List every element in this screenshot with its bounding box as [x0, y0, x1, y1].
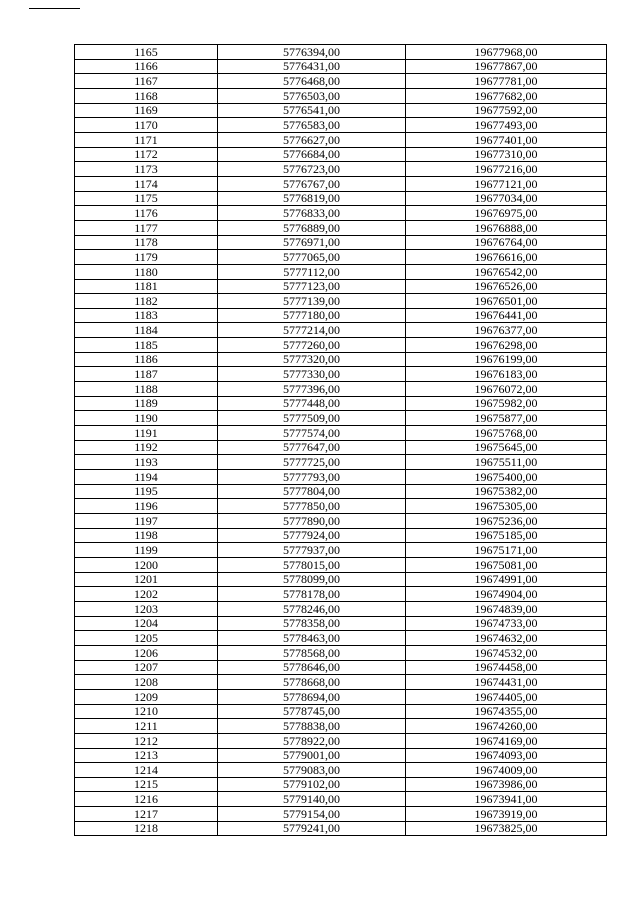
table-row — [75, 396, 607, 411]
y-coordinate-cell: 19674532,00 — [406, 645, 607, 660]
y-coordinate-cell: 19675982,00 — [406, 396, 607, 411]
y-coordinate-cell: 19675171,00 — [406, 543, 607, 558]
x-coordinate-cell: 5778646,00 — [218, 660, 406, 675]
point-number-cell: 1183 — [75, 308, 218, 323]
y-coordinate-cell: 19677781,00 — [406, 74, 607, 89]
x-coordinate-cell: 5776819,00 — [218, 191, 406, 206]
table-row — [75, 162, 607, 177]
y-coordinate-cell: 19674458,00 — [406, 660, 607, 675]
point-number-cell: 1206 — [75, 645, 218, 660]
x-coordinate-cell: 5779241,00 — [218, 821, 406, 836]
y-coordinate-cell: 19676975,00 — [406, 206, 607, 221]
table-row — [75, 601, 607, 616]
x-coordinate-cell: 5777448,00 — [218, 396, 406, 411]
table-row — [75, 543, 607, 558]
x-coordinate-cell: 5776394,00 — [218, 45, 406, 60]
table-row — [75, 88, 607, 103]
table-row — [75, 792, 607, 807]
x-coordinate-cell: 5779154,00 — [218, 807, 406, 822]
x-coordinate-cell: 5776541,00 — [218, 103, 406, 118]
point-number-cell: 1211 — [75, 719, 218, 734]
table-row — [75, 587, 607, 602]
point-number-cell: 1188 — [75, 382, 218, 397]
point-number-cell: 1215 — [75, 777, 218, 792]
x-coordinate-cell: 5776767,00 — [218, 176, 406, 191]
x-coordinate-cell: 5777320,00 — [218, 352, 406, 367]
y-coordinate-cell: 19676542,00 — [406, 264, 607, 279]
y-coordinate-cell: 19673941,00 — [406, 792, 607, 807]
x-coordinate-cell: 5776627,00 — [218, 132, 406, 147]
y-coordinate-cell: 19675382,00 — [406, 484, 607, 499]
y-coordinate-cell: 19675645,00 — [406, 440, 607, 455]
table-row — [75, 689, 607, 704]
x-coordinate-cell: 5777804,00 — [218, 484, 406, 499]
y-coordinate-cell: 19674991,00 — [406, 572, 607, 587]
y-coordinate-cell: 19673825,00 — [406, 821, 607, 836]
header-rule — [29, 8, 80, 9]
x-coordinate-cell: 5778463,00 — [218, 631, 406, 646]
y-coordinate-cell: 19675185,00 — [406, 528, 607, 543]
y-coordinate-cell: 19674169,00 — [406, 733, 607, 748]
y-coordinate-cell: 19676183,00 — [406, 367, 607, 382]
point-number-cell: 1217 — [75, 807, 218, 822]
y-coordinate-cell: 19676199,00 — [406, 352, 607, 367]
table-row — [75, 631, 607, 646]
point-number-cell: 1172 — [75, 147, 218, 162]
point-number-cell: 1181 — [75, 279, 218, 294]
point-number-cell: 1207 — [75, 660, 218, 675]
point-number-cell: 1192 — [75, 440, 218, 455]
table-row — [75, 470, 607, 485]
y-coordinate-cell: 19677216,00 — [406, 162, 607, 177]
y-coordinate-cell: 19676072,00 — [406, 382, 607, 397]
point-number-cell: 1191 — [75, 426, 218, 441]
x-coordinate-cell: 5776503,00 — [218, 88, 406, 103]
y-coordinate-cell: 19677867,00 — [406, 59, 607, 74]
table-row — [75, 235, 607, 250]
point-number-cell: 1212 — [75, 733, 218, 748]
point-number-cell: 1173 — [75, 162, 218, 177]
table-row — [75, 323, 607, 338]
y-coordinate-cell: 19674093,00 — [406, 748, 607, 763]
x-coordinate-cell: 5778694,00 — [218, 689, 406, 704]
point-number-cell: 1184 — [75, 323, 218, 338]
x-coordinate-cell: 5778838,00 — [218, 719, 406, 734]
point-number-cell: 1216 — [75, 792, 218, 807]
x-coordinate-cell: 5776684,00 — [218, 147, 406, 162]
y-coordinate-cell: 19677682,00 — [406, 88, 607, 103]
table-row — [75, 74, 607, 89]
point-number-cell: 1167 — [75, 74, 218, 89]
x-coordinate-cell: 5777214,00 — [218, 323, 406, 338]
point-number-cell: 1178 — [75, 235, 218, 250]
table-row — [75, 338, 607, 353]
x-coordinate-cell: 5778568,00 — [218, 645, 406, 660]
point-number-cell: 1203 — [75, 601, 218, 616]
point-number-cell: 1169 — [75, 103, 218, 118]
y-coordinate-cell: 19675877,00 — [406, 411, 607, 426]
point-number-cell: 1194 — [75, 470, 218, 485]
y-coordinate-cell: 19675400,00 — [406, 470, 607, 485]
table-row — [75, 616, 607, 631]
x-coordinate-cell: 5779001,00 — [218, 748, 406, 763]
x-coordinate-cell: 5777850,00 — [218, 499, 406, 514]
x-coordinate-cell: 5777139,00 — [218, 294, 406, 309]
x-coordinate-cell: 5778246,00 — [218, 601, 406, 616]
x-coordinate-cell: 5777890,00 — [218, 514, 406, 529]
table-row — [75, 807, 607, 822]
table-row — [75, 352, 607, 367]
point-number-cell: 1201 — [75, 572, 218, 587]
point-number-cell: 1170 — [75, 118, 218, 133]
x-coordinate-cell: 5777937,00 — [218, 543, 406, 558]
y-coordinate-cell: 19674632,00 — [406, 631, 607, 646]
x-coordinate-cell: 5777793,00 — [218, 470, 406, 485]
table-row — [75, 528, 607, 543]
point-number-cell: 1179 — [75, 250, 218, 265]
x-coordinate-cell: 5779140,00 — [218, 792, 406, 807]
y-coordinate-cell: 19677592,00 — [406, 103, 607, 118]
y-coordinate-cell: 19674733,00 — [406, 616, 607, 631]
point-number-cell: 1213 — [75, 748, 218, 763]
point-number-cell: 1205 — [75, 631, 218, 646]
point-number-cell: 1198 — [75, 528, 218, 543]
table-row — [75, 176, 607, 191]
x-coordinate-cell: 5776971,00 — [218, 235, 406, 250]
y-coordinate-cell: 19677121,00 — [406, 176, 607, 191]
point-number-cell: 1182 — [75, 294, 218, 309]
table-row — [75, 572, 607, 587]
point-number-cell: 1180 — [75, 264, 218, 279]
table-row — [75, 704, 607, 719]
x-coordinate-cell: 5776583,00 — [218, 118, 406, 133]
point-number-cell: 1171 — [75, 132, 218, 147]
table-row — [75, 220, 607, 235]
x-coordinate-cell: 5778099,00 — [218, 572, 406, 587]
table-row — [75, 45, 607, 60]
x-coordinate-cell: 5779102,00 — [218, 777, 406, 792]
table-row — [75, 748, 607, 763]
table-row — [75, 499, 607, 514]
table-row — [75, 132, 607, 147]
y-coordinate-cell: 19675236,00 — [406, 514, 607, 529]
x-coordinate-cell: 5778015,00 — [218, 557, 406, 572]
x-coordinate-cell: 5777065,00 — [218, 250, 406, 265]
table-row — [75, 426, 607, 441]
x-coordinate-cell: 5779083,00 — [218, 763, 406, 778]
table-row — [75, 821, 607, 836]
table-row — [75, 118, 607, 133]
table-row — [75, 367, 607, 382]
point-number-cell: 1176 — [75, 206, 218, 221]
y-coordinate-cell: 19676526,00 — [406, 279, 607, 294]
table-body — [75, 45, 607, 836]
y-coordinate-cell: 19675768,00 — [406, 426, 607, 441]
table-row — [75, 308, 607, 323]
point-number-cell: 1165 — [75, 45, 218, 60]
point-number-cell: 1196 — [75, 499, 218, 514]
point-number-cell: 1174 — [75, 176, 218, 191]
y-coordinate-cell: 19676298,00 — [406, 338, 607, 353]
y-coordinate-cell: 19677034,00 — [406, 191, 607, 206]
point-number-cell: 1202 — [75, 587, 218, 602]
x-coordinate-cell: 5777260,00 — [218, 338, 406, 353]
x-coordinate-cell: 5778668,00 — [218, 675, 406, 690]
x-coordinate-cell: 5776431,00 — [218, 59, 406, 74]
x-coordinate-cell: 5776833,00 — [218, 206, 406, 221]
table-row — [75, 484, 607, 499]
table-row — [75, 147, 607, 162]
y-coordinate-cell: 19677968,00 — [406, 45, 607, 60]
table-row — [75, 264, 607, 279]
point-number-cell: 1218 — [75, 821, 218, 836]
y-coordinate-cell: 19673919,00 — [406, 807, 607, 822]
x-coordinate-cell: 5777330,00 — [218, 367, 406, 382]
table-row — [75, 733, 607, 748]
table-row — [75, 763, 607, 778]
y-coordinate-cell: 19677310,00 — [406, 147, 607, 162]
table-row — [75, 294, 607, 309]
table-row — [75, 191, 607, 206]
point-number-cell: 1189 — [75, 396, 218, 411]
x-coordinate-cell: 5778178,00 — [218, 587, 406, 602]
y-coordinate-cell: 19675305,00 — [406, 499, 607, 514]
table-row — [75, 411, 607, 426]
table-row — [75, 557, 607, 572]
point-number-cell: 1210 — [75, 704, 218, 719]
y-coordinate-cell: 19674260,00 — [406, 719, 607, 734]
y-coordinate-cell: 19677493,00 — [406, 118, 607, 133]
table-row — [75, 440, 607, 455]
point-number-cell: 1166 — [75, 59, 218, 74]
table-row — [75, 206, 607, 221]
y-coordinate-cell: 19676616,00 — [406, 250, 607, 265]
x-coordinate-cell: 5777509,00 — [218, 411, 406, 426]
point-number-cell: 1185 — [75, 338, 218, 353]
coordinates-table — [74, 44, 607, 836]
x-coordinate-cell: 5777647,00 — [218, 440, 406, 455]
point-number-cell: 1177 — [75, 220, 218, 235]
point-number-cell: 1197 — [75, 514, 218, 529]
point-number-cell: 1208 — [75, 675, 218, 690]
point-number-cell: 1190 — [75, 411, 218, 426]
y-coordinate-cell: 19674904,00 — [406, 587, 607, 602]
point-number-cell: 1175 — [75, 191, 218, 206]
table-row — [75, 455, 607, 470]
table-row — [75, 103, 607, 118]
x-coordinate-cell: 5778745,00 — [218, 704, 406, 719]
point-number-cell: 1200 — [75, 557, 218, 572]
y-coordinate-cell: 19674009,00 — [406, 763, 607, 778]
y-coordinate-cell: 19676764,00 — [406, 235, 607, 250]
x-coordinate-cell: 5777574,00 — [218, 426, 406, 441]
point-number-cell: 1199 — [75, 543, 218, 558]
y-coordinate-cell: 19676441,00 — [406, 308, 607, 323]
x-coordinate-cell: 5777180,00 — [218, 308, 406, 323]
y-coordinate-cell: 19674431,00 — [406, 675, 607, 690]
x-coordinate-cell: 5777112,00 — [218, 264, 406, 279]
y-coordinate-cell: 19674839,00 — [406, 601, 607, 616]
x-coordinate-cell: 5778358,00 — [218, 616, 406, 631]
x-coordinate-cell: 5777123,00 — [218, 279, 406, 294]
x-coordinate-cell: 5778922,00 — [218, 733, 406, 748]
y-coordinate-cell: 19677401,00 — [406, 132, 607, 147]
table-row — [75, 645, 607, 660]
point-number-cell: 1195 — [75, 484, 218, 499]
point-number-cell: 1186 — [75, 352, 218, 367]
y-coordinate-cell: 19676501,00 — [406, 294, 607, 309]
table-row — [75, 279, 607, 294]
table-row — [75, 514, 607, 529]
table-row — [75, 250, 607, 265]
table-row — [75, 59, 607, 74]
x-coordinate-cell: 5776889,00 — [218, 220, 406, 235]
y-coordinate-cell: 19676888,00 — [406, 220, 607, 235]
y-coordinate-cell: 19675511,00 — [406, 455, 607, 470]
point-number-cell: 1204 — [75, 616, 218, 631]
point-number-cell: 1209 — [75, 689, 218, 704]
y-coordinate-cell: 19674355,00 — [406, 704, 607, 719]
point-number-cell: 1193 — [75, 455, 218, 470]
y-coordinate-cell: 19676377,00 — [406, 323, 607, 338]
point-number-cell: 1168 — [75, 88, 218, 103]
y-coordinate-cell: 19675081,00 — [406, 557, 607, 572]
y-coordinate-cell: 19674405,00 — [406, 689, 607, 704]
table-row — [75, 777, 607, 792]
table-row — [75, 382, 607, 397]
x-coordinate-cell: 5777396,00 — [218, 382, 406, 397]
point-number-cell: 1187 — [75, 367, 218, 382]
table-row — [75, 675, 607, 690]
point-number-cell: 1214 — [75, 763, 218, 778]
x-coordinate-cell: 5777924,00 — [218, 528, 406, 543]
y-coordinate-cell: 19673986,00 — [406, 777, 607, 792]
x-coordinate-cell: 5776723,00 — [218, 162, 406, 177]
table-row — [75, 719, 607, 734]
table-row — [75, 660, 607, 675]
x-coordinate-cell: 5776468,00 — [218, 74, 406, 89]
x-coordinate-cell: 5777725,00 — [218, 455, 406, 470]
